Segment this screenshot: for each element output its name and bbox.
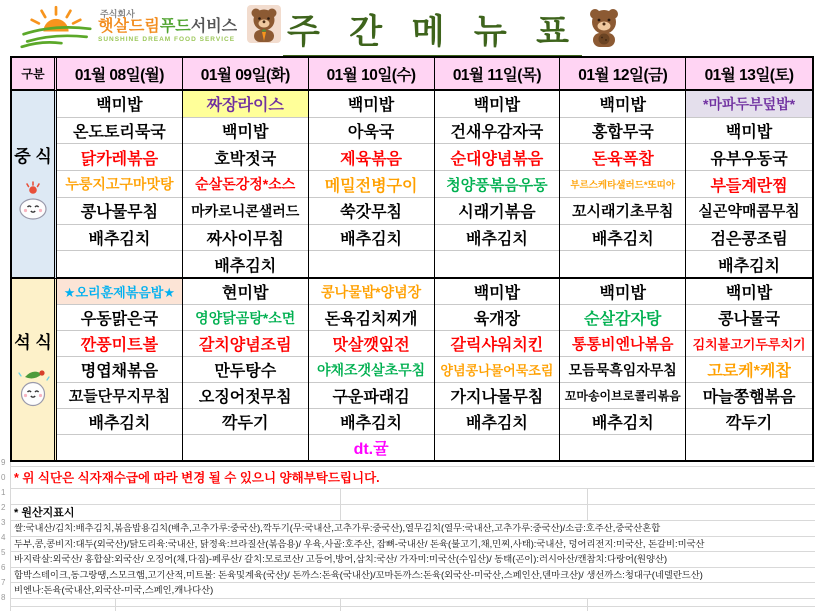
brand-orange-part: 햇살드림 [98,18,160,36]
menu-item-text: 쑥갓무침 [340,204,402,222]
row-number: 3 [1,518,6,527]
menu-item [183,91,308,118]
menu-item-text: *마파두부덮밥* [703,95,796,112]
menu-item [435,331,560,357]
menu-item-text: 콩나물국 [718,311,780,328]
menu-item-text: 순대양념볶음 [450,150,544,168]
table-corner-label[interactable]: 구분 [12,58,57,91]
dinner-mascot-icon [15,367,51,412]
section-label-text: 석 식 [14,332,52,352]
gridline [340,489,341,521]
menu-item [560,144,685,171]
menu-item-text: 부르스케타샐러드*또띠아 [570,180,676,192]
menu-item [435,409,560,435]
menu-item [435,171,560,198]
menu-item [435,225,560,252]
menu-item [686,251,812,277]
menu-cell-dinner-day4[interactable] [560,279,686,460]
menu-item-text: 유부우동국 [710,150,788,168]
menu-item [686,144,812,171]
menu-item-text: 오징어젓무침 [198,389,292,406]
menu-item-text: 아욱국 [347,124,395,142]
menu-item [560,198,685,225]
menu-item [183,435,308,460]
menu-item [183,144,308,171]
menu-item [183,251,308,277]
menu-item [183,331,308,357]
menu-item-text: 제육볶음 [340,150,402,168]
menu-item [309,435,434,460]
menu-item-text: 백미밥 [347,97,395,115]
menu-cell-lunch-day0[interactable] [57,91,183,279]
menu-item-text: 모듬묵흑임자무침 [568,361,677,378]
menu-item [435,251,560,277]
menu-item [57,144,182,171]
section-label-dinner [12,279,57,460]
menu-item [57,118,182,145]
menu-item-text: 마늘쫑햄볶음 [702,389,796,406]
sun-field-logo-icon [20,4,92,50]
day-header-3[interactable]: 01월 11일(목) [435,58,561,91]
menu-item [57,357,182,383]
menu-item-text: 김치불고기두루치기 [692,337,806,352]
footer [10,462,815,611]
menu-item-text: 청양풍볶음우동 [446,176,548,194]
menu-item-text: 양념콩나물어묵조림 [440,363,554,378]
row-number: 4 [1,533,6,542]
menu-item-text: 명엽채볶음 [80,363,159,380]
menu-item [309,383,434,409]
logo-text [98,10,237,44]
menu-item-text: 만두탕수 [214,363,277,380]
menu-item [57,435,182,460]
menu-item-text: 누룽지고구마맛탕 [65,176,174,193]
menu-cell-dinner-day5[interactable] [686,279,812,460]
menu-item [435,91,560,118]
menu-item-text: 가지나물무침 [450,389,544,406]
menu-item [309,279,434,305]
menu-item [57,383,182,409]
menu-item-text: 실곤약매콤무침 [698,203,800,221]
menu-item [57,331,182,357]
menu-item [309,251,434,277]
gridline [115,599,116,611]
menu-item [435,357,560,383]
day-header-2[interactable]: 01월 10일(수) [309,58,435,91]
menu-change-notice: * 위 식단은 식자재수급에 따라 변경 될 수 있으니 양해부탁드립니다. [10,467,815,489]
menu-item-text: 배추김치 [466,415,528,432]
row-number: 6 [1,563,6,572]
menu-item [57,251,182,277]
menu-item [309,198,434,225]
menu-item [309,331,434,357]
menu-item [309,225,434,252]
menu-item [560,409,685,435]
menu-item-text: 배추김치 [340,415,402,432]
menu-item-text: 시래기볶음 [458,204,536,222]
menu-item [57,305,182,331]
menu-item [183,118,308,145]
menu-item [309,171,434,198]
menu-item [57,171,182,198]
company-logo [20,4,237,50]
menu-item [57,91,182,118]
menu-cell-dinner-day3[interactable] [435,279,561,460]
lunch-mascot-icon [16,181,50,226]
row-number: 7 [1,578,6,587]
row-number: 0 [1,473,6,482]
menu-item [686,279,812,305]
bear-cookie-icon [584,4,624,50]
menu-item-text: 고로케*케찹 [707,363,791,380]
menu-item [560,357,685,383]
brand-tagline: SUNSHINE DREAM FOOD SERVICE [98,36,236,44]
menu-item [560,435,685,460]
row-number: 1 [1,488,6,497]
menu-item-text: 짜장라이스 [206,97,284,115]
day-header-0[interactable]: 01월 08일(월) [57,58,183,91]
menu-item-text: 닭카레볶음 [80,150,159,168]
menu-item [183,357,308,383]
menu-item [57,279,182,305]
menu-item [183,171,308,198]
grid-row [10,599,815,607]
menu-item-text: 백미밥 [725,124,773,142]
row-number: 8 [1,593,6,602]
row-number: 9 [1,458,6,467]
origin-title: * 원산지표시 [10,505,815,521]
grid-row [10,489,815,505]
menu-item-text: 깐풍미트볼 [80,337,159,354]
menu-item [435,305,560,331]
menu-item [560,331,685,357]
menu-cell-lunch-day4[interactable] [560,91,686,279]
menu-item-text: 갈치양념조림 [198,337,292,354]
menu-item [57,409,182,435]
menu-item-text: 통통비엔나볶음 [572,336,674,353]
menu-item-text: 꼬마송이브로콜리볶음 [564,389,681,403]
section-label-lunch [12,91,57,279]
row-number: 5 [1,548,6,557]
menu-cell-lunch-day3[interactable] [435,91,561,279]
brand-dark-part: 서비스 [190,18,238,36]
section-label-text: 중 식 [14,147,52,166]
origin-line-3: 함박스테이크,동그랑땡,스모크햄,고기산적,미트볼: 돈육및계육(국산)/ 돈까스:돈육(국내산)/꼬마돈까스:돈육(외국산-미국산,스페인산,덴마크산)/ 생선까스:청대구(네델란드산) [10,568,815,584]
menu-item-text: 맛살깻잎전 [332,337,410,354]
menu-item-text: 배추김치 [466,230,528,248]
menu-item-text: 호박젓국 [214,150,277,168]
menu-item-text: dt.귤 [353,441,389,458]
menu-item [309,118,434,145]
menu-cell-lunch-day1[interactable] [183,91,309,279]
menu-item [686,305,812,331]
origin-lines [10,521,815,599]
menu-item-text: 짜사이무침 [206,230,284,248]
menu-item-text: 백미밥 [473,97,521,115]
menu-item [560,171,685,198]
menu-item [309,91,434,118]
menu-item [686,91,812,118]
menu-item-text: 배추김치 [214,257,277,275]
menu-item [309,409,434,435]
menu-item [435,118,560,145]
menu-item-text: 현미밥 [222,285,269,302]
menu-item-text: 구운파래김 [332,389,410,406]
menu-item [560,305,685,331]
day-header-1[interactable]: 01월 09일(화) [183,58,309,91]
menu-item-text: 깍두기 [725,415,773,432]
menu-item-text: 건새우감자국 [450,124,544,142]
menu-item-text: 순살감자탕 [584,311,662,328]
menu-item-text: 배추김치 [88,230,151,248]
menu-item-text: ★오리훈제볶음밥★ [63,285,176,300]
menu-item-text: 백미밥 [599,97,646,115]
menu-item-text: 꼬들단무지무침 [68,388,171,405]
menu-cell-dinner-day1[interactable] [183,279,309,460]
menu-item-text: 검은콩조림 [710,230,788,248]
menu-item [686,409,812,435]
menu-item [435,144,560,171]
menu-item [183,225,308,252]
menu-item-text: 배추김치 [718,257,780,275]
menu-item-text: 콩나물밥*양념장 [321,283,422,300]
menu-item [686,171,812,198]
menu-item [183,305,308,331]
menu-item-text: 온도토리묵국 [73,124,166,142]
menu-item-text: 백미밥 [599,285,646,302]
menu-item [309,305,434,331]
menu-item [435,383,560,409]
menu-item-text: 배추김치 [591,230,654,248]
menu-item [686,357,812,383]
menu-cell-dinner-day2[interactable] [309,279,435,460]
origin-line-4: 비엔나:돈육(국내산,외국산-미국,스페인,캐나다산) [10,583,815,599]
menu-item-text: 백미밥 [473,285,521,302]
bear-carrot-icon [247,4,281,44]
origin-line-1: 두부,콩,콩비지:대두(외국산)/닭도리육:국내산, 닭정육:브라질산(볶음용)/ 우육,사골:호주산, 잡뼈-국내산/ 돈육(불고기,채,민찌,사태):국내산, 덩어리전지:미국산, 돈갈비:미국산 [10,537,815,553]
menu-item-text: 우동맑은국 [80,311,159,328]
gridline [340,599,341,611]
menu-item-text: 영양닭곰탕*소면 [195,309,296,326]
gridline [587,489,588,521]
menu-item [183,279,308,305]
menu-item [686,225,812,252]
menu-item-text: 꼬시래기초무침 [572,203,674,221]
menu-item [560,279,685,305]
menu-item [560,251,685,277]
page-title-text: 주 간 메 뉴 표 [283,4,582,58]
menu-item [560,225,685,252]
menu-item-text: 야채조갯살초무침 [316,361,426,378]
menu-item-text: 돈육김치찌개 [324,311,418,328]
menu-cell-lunch-day5[interactable] [686,91,812,279]
menu-item [686,383,812,409]
menu-cell-dinner-day0[interactable] [57,279,183,460]
menu-item [686,118,812,145]
day-header-4[interactable]: 01월 12일(금) [560,58,686,91]
menu-item [435,435,560,460]
menu-item-text: 콩나물무침 [80,204,159,222]
menu-item [686,331,812,357]
page-title [247,4,624,58]
header [0,0,815,56]
menu-item [57,198,182,225]
menu-item [309,357,434,383]
brand-name [98,19,237,36]
origin-line-0: 쌀:국내산/김치:배추김치,볶음밥용김치(배추,고추가루:중국산),깍두기(무:국내산,고추가루:중국산),열무김치(열무:국내산,고추가루:중국산)/소금:호주산,중국산혼합 [10,521,815,537]
gridline [587,599,588,611]
row-number-strip [0,458,10,611]
day-header-5[interactable]: 01월 13일(토) [686,58,812,91]
menu-item-text: 배추김치 [591,415,654,432]
menu-item-text: 백미밥 [96,97,143,115]
menu-item [686,435,812,460]
menu-item [686,198,812,225]
menu-item-text: 배추김치 [340,230,402,248]
row-number: 2 [1,503,6,512]
menu-item-text: 홍합무국 [591,124,654,142]
menu-item [560,383,685,409]
menu-item [435,279,560,305]
origin-line-2: 바지락살:외국산/ 홍합살:외국산/ 오징어(채,다짐)-페루산/ 갈치:모로코산/ 고등어,방어,삼치:국산/ 가자미:미국산(수입산)/ 동태(곤이):러시아산/캔참치:다랑어(원양산) [10,552,815,568]
brand-green-part: 푸드 [159,18,191,36]
menu-table [10,56,814,462]
menu-item-text: 백미밥 [725,285,773,302]
menu-item-text: 갈릭샤워치킨 [450,337,544,354]
menu-item-text: 마카로니콘샐러드 [191,202,300,219]
menu-item-text: 순살돈강정*소스 [195,176,296,193]
company-type-label: 주식회사 [100,8,135,19]
menu-item [57,225,182,252]
menu-item-text: 육개장 [473,311,521,328]
menu-item-text: 백미밥 [222,124,269,142]
menu-item [560,118,685,145]
menu-item [183,383,308,409]
menu-item [309,144,434,171]
menu-item-text: 메밀전병구이 [324,177,418,195]
menu-item-text: 돈육폭찹 [591,150,654,168]
menu-item [560,91,685,118]
menu-item [183,198,308,225]
menu-item-text: 깍두기 [222,415,269,432]
menu-item [435,198,560,225]
menu-item-text: 부들계란찜 [710,177,788,195]
menu-item-text: 배추김치 [88,415,151,432]
menu-cell-lunch-day2[interactable] [309,91,435,279]
menu-item [183,409,308,435]
